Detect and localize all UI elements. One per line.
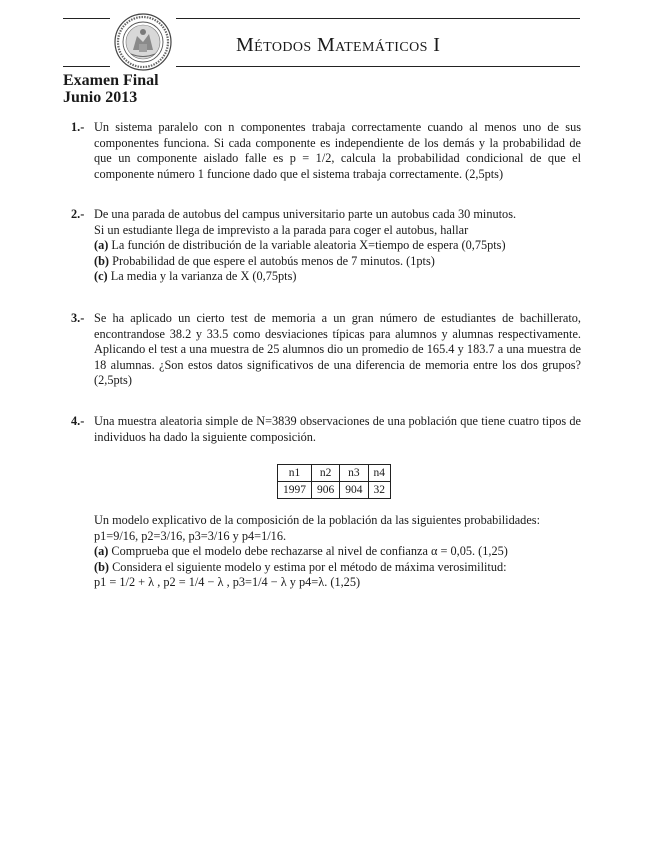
exam-heading xyxy=(63,72,159,106)
header-rule-right-bottom xyxy=(176,66,580,67)
question-intro-line: Si un estudiante llega de imprevisto a la parada para coger el autobus, hallar xyxy=(94,222,469,237)
question-4-model xyxy=(94,513,581,591)
table-header-row xyxy=(278,465,391,482)
question-4 xyxy=(63,414,581,445)
model-b-formula: p1 = 1/2 + λ , p2 = 1/4 − λ , p3=1/4 − λ y p4=λ. (1,25) xyxy=(94,575,361,589)
question-number: 2.- xyxy=(71,207,85,221)
question-text: Un sistema paralelo con n componentes trabaja correctamente cuando al menos uno de sus componentes funciona. Si cada componente es independiente de los demás y la probabilidad de que un componente aislado falle es p = 1/2, calcula la probabilidad condicional de que el componente número 1 funcione dado que el sistema trabaja correctamente. (2,5pts) xyxy=(94,120,581,181)
list-item xyxy=(94,269,581,285)
item-label: (a) xyxy=(94,238,109,252)
header-rule-left-top xyxy=(63,18,110,19)
composition-table xyxy=(277,464,391,499)
table-row xyxy=(278,482,391,499)
university-seal-logo xyxy=(113,12,173,72)
table-cell: 1997 xyxy=(278,482,312,499)
header-rule-left-bottom xyxy=(63,66,110,67)
question-1 xyxy=(63,120,581,182)
question-number: 3.- xyxy=(71,311,85,325)
table-header-cell: n1 xyxy=(278,465,312,482)
table-cell: 904 xyxy=(340,482,368,499)
model-probabilities: p1=9/16, p2=3/16, p3=3/16 y p4=1/16. xyxy=(94,528,287,543)
item-label: (c) xyxy=(94,269,108,283)
question-intro-line: De una parada de autobus del campus universitario parte un autobus cada 30 minutos. xyxy=(94,207,517,221)
question-text: Se ha aplicado un cierto test de memoria a un gran número de estudiantes de bachillerato, encontrandose 38.2 y 33.5 como desviaciones típicas para alumnos y alumnas respectivamente. Aplicando el test a una muestra de 25 alumnos dio un promedio de 165.4 y 183.7 a una muestra de 18 alumnas. ¿Son estos datos significativos de una diferencia de memoria entre los dos grupos? (2,5pts) xyxy=(94,311,581,387)
exam-type: Examen Final xyxy=(63,72,159,89)
exam-date: Junio 2013 xyxy=(63,89,138,106)
model-description: Un modelo explicativo de la composición de la población da las siguientes probabilidades: xyxy=(94,513,540,527)
item-text: Comprueba que el modelo debe rechazarse al nivel de confianza α = 0,05. (1,25) xyxy=(111,544,508,558)
list-item xyxy=(94,544,581,560)
item-label: (b) xyxy=(94,253,110,268)
table-cell: 906 xyxy=(312,482,340,499)
question-number: 4.- xyxy=(71,414,85,428)
question-2 xyxy=(63,207,581,285)
item-label: (b) xyxy=(94,559,110,574)
table-header-cell: n2 xyxy=(312,465,340,482)
question-number: 1.- xyxy=(71,120,85,134)
item-text: La media y la varianza de X (0,75pts) xyxy=(110,269,297,283)
list-item xyxy=(94,238,581,254)
header-rule-right-top xyxy=(176,18,580,19)
table-header-cell: n4 xyxy=(368,465,391,482)
course-title: Métodos Matemáticos I xyxy=(236,34,441,56)
item-text: La función de distribución de la variable aleatoria X=tiempo de espera (0,75pts) xyxy=(111,238,506,252)
list-item xyxy=(94,560,581,576)
item-text: Considera el siguiente modelo y estima por el método de máxima verosimilitud: xyxy=(112,559,507,574)
table-cell: 32 xyxy=(368,482,391,499)
list-item xyxy=(94,254,581,270)
table-header-cell: n3 xyxy=(340,465,368,482)
item-label: (a) xyxy=(94,544,109,558)
question-3 xyxy=(63,311,581,389)
item-text: Probabilidad de que espere el autobús menos de 7 minutos. (1pts) xyxy=(112,253,435,268)
question-text: Una muestra aleatoria simple de N=3839 observaciones de una población que tiene cuatro tipos de individuos ha dado la siguiente composición. xyxy=(94,414,581,444)
